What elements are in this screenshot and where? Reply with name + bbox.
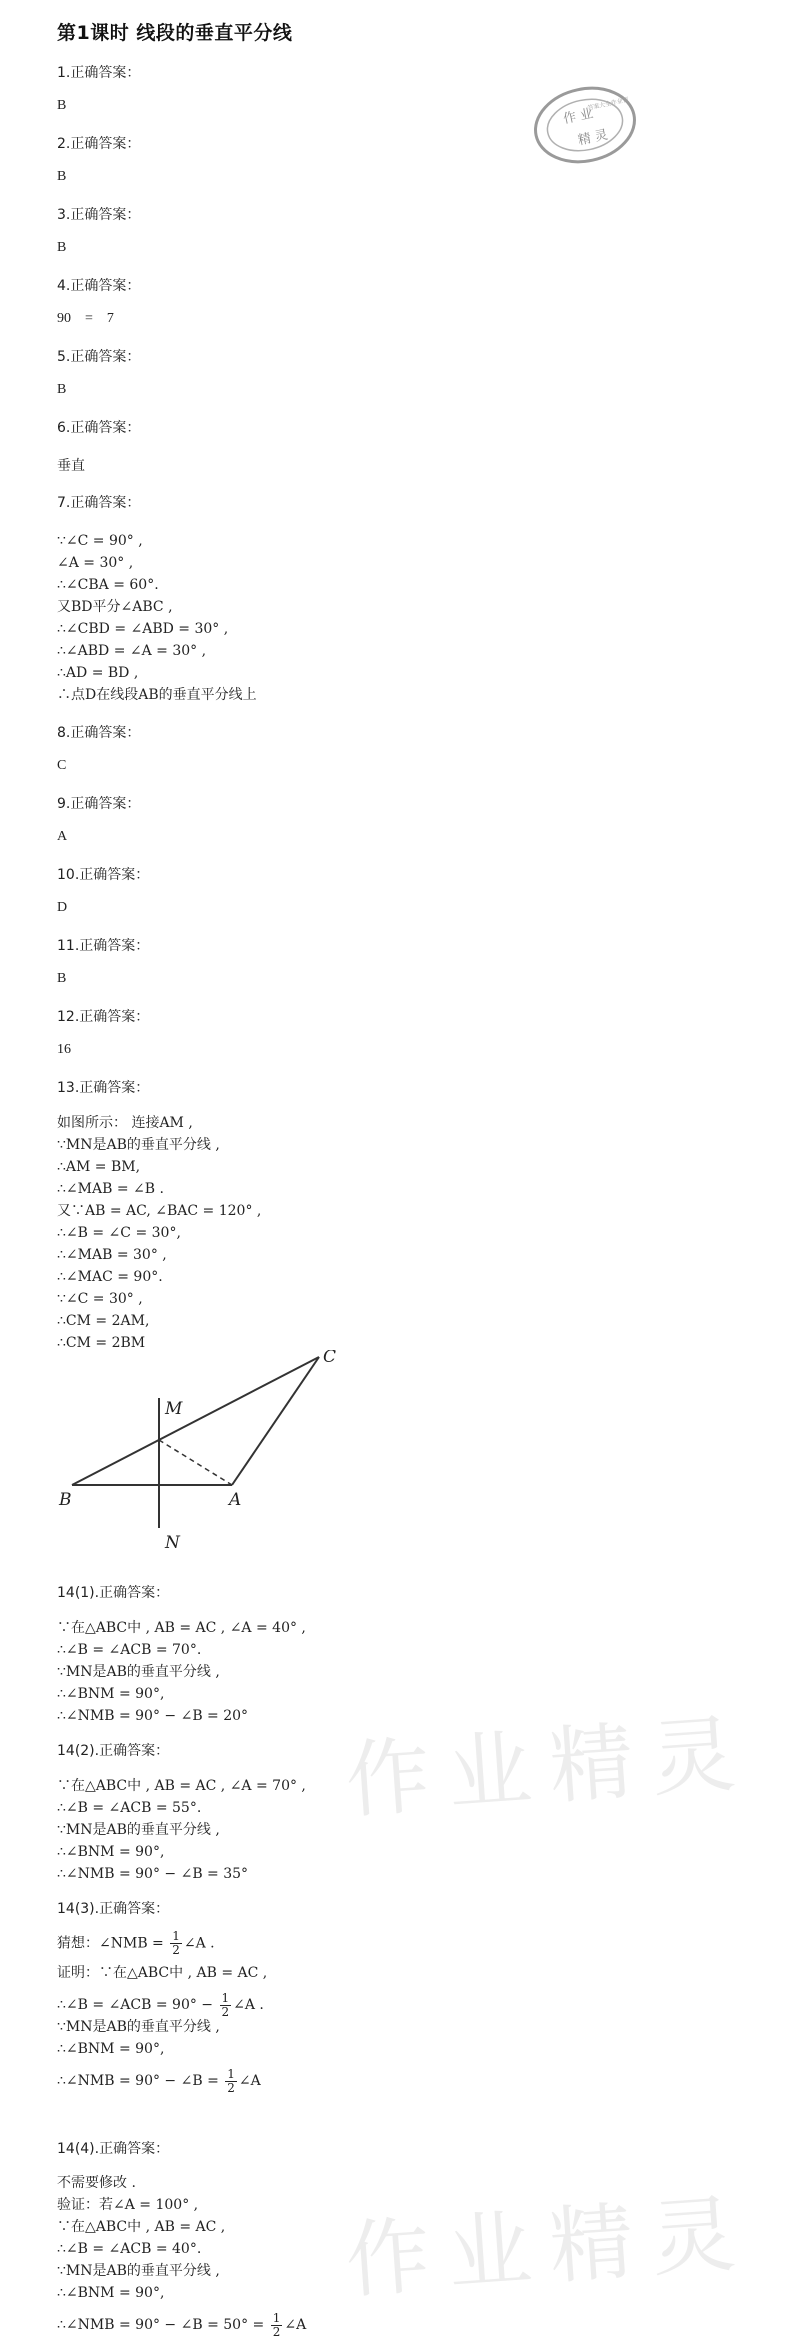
q14-4-last-suffix: ∠A xyxy=(284,2317,307,2333)
q7-line: ∴点D在线段AB的垂直平分线上 xyxy=(57,687,257,703)
fraction-denominator: 2 xyxy=(172,1943,180,1957)
q10-label: 10.正确答案： xyxy=(57,867,150,883)
q2-answer: B xyxy=(57,169,67,184)
q14-4-last-line xyxy=(57,2304,307,2339)
q14-3-proof: 证明：∵在△ABC中 , AB = AC , xyxy=(57,1965,268,1981)
q13-line: 又∵AB = AC, ∠BAC = 120° , xyxy=(57,1203,262,1219)
q14-3-line4: ∵MN是AB的垂直平分线 , xyxy=(57,2019,220,2035)
label-a: A xyxy=(229,1490,242,1510)
q14-3-guess-fraction xyxy=(170,1930,182,1957)
therefore-symbol: ∴ xyxy=(57,2317,66,2333)
watermark-seal-icon xyxy=(525,75,645,175)
q14-4-line: ∵MN是AB的垂直平分线 , xyxy=(57,2263,220,2279)
q14-1-line: ∴∠BNM = 90°, xyxy=(57,1686,165,1702)
q13-line: ∴CM = 2AM, xyxy=(57,1313,150,1329)
q1-label: 1.正确答案： xyxy=(57,65,141,81)
watermark-text-1: 作业精灵 xyxy=(342,1703,757,1831)
q14-4-solution xyxy=(57,2172,307,2339)
fraction-numerator: 1 xyxy=(221,1990,230,2005)
fraction-denominator: 2 xyxy=(227,2080,235,2095)
q14-3-guess xyxy=(57,1930,267,1962)
q14-3-guess-suffix: ∠A . xyxy=(183,1935,215,1952)
q7-line: ∴∠ABD = ∠A = 30° , xyxy=(57,643,207,659)
q14-2-line: ∵在△ABC中 , AB = AC , ∠A = 70° , xyxy=(57,1778,306,1794)
q14-4-line: ∴∠BNM = 90°, xyxy=(57,2285,165,2301)
q5-label: 5.正确答案： xyxy=(57,349,141,365)
q13-solution xyxy=(57,1112,261,1354)
q14-4-label: 14(4).正确答案： xyxy=(57,2141,170,2157)
q7-line: ∠A = 30° , xyxy=(57,555,134,571)
seal-text-top: 作 业 xyxy=(561,106,595,128)
q14-3-line6-prefix: ∠NMB = 90° − ∠B = xyxy=(65,2073,224,2089)
q14-3-guess-prefix: 猜想：∠NMB = xyxy=(57,1935,169,1952)
fraction-numerator: 1 xyxy=(172,1929,180,1943)
q7-solution xyxy=(57,530,257,706)
q13-line: ∴AM = BM, xyxy=(57,1159,141,1175)
q14-1-solution xyxy=(57,1617,306,1727)
triangle-figure xyxy=(57,1350,347,1565)
q2-label: 2.正确答案： xyxy=(57,136,141,152)
q14-3-line5: ∴∠BNM = 90°, xyxy=(57,2041,165,2057)
q3-label: 3.正确答案： xyxy=(57,207,141,223)
q13-line: ∴∠MAC = 90°. xyxy=(57,1269,163,1285)
fraction-numerator: 1 xyxy=(227,2066,235,2081)
segment-ca xyxy=(232,1357,319,1485)
q7-line: ∴∠CBA = 60°. xyxy=(57,577,159,593)
q5-answer: B xyxy=(57,382,67,397)
q12-answer: 16 xyxy=(57,1042,71,1057)
q14-4-line: ∴∠B = ∠ACB = 40°. xyxy=(57,2241,202,2257)
segment-bc xyxy=(72,1357,319,1485)
q6-label: 6.正确答案： xyxy=(57,420,141,436)
q14-3-line6-suffix: ∠A xyxy=(238,2073,261,2089)
q13-line: ∴∠B = ∠C = 30°, xyxy=(57,1225,181,1241)
q13-line: ∴∠MAB = ∠B . xyxy=(57,1181,164,1197)
q14-4-line: 验证：若∠A = 100° , xyxy=(57,2197,199,2213)
segment-am-dashed xyxy=(159,1440,232,1485)
q11-label: 11.正确答案： xyxy=(57,938,150,954)
watermark-text-2: 作业精灵 xyxy=(342,2183,757,2311)
q7-line: ∵∠C = 90° , xyxy=(57,533,143,549)
q13-line: 如图所示： 连接AM , xyxy=(57,1115,193,1131)
q7-label: 7.正确答案： xyxy=(57,495,141,511)
q14-2-line: ∴∠BNM = 90°, xyxy=(57,1844,165,1860)
fraction-denominator: 2 xyxy=(272,2324,281,2339)
therefore-symbol: ∴ xyxy=(57,2073,66,2089)
q14-3-line6-fraction xyxy=(225,2068,237,2095)
q8-answer: C xyxy=(57,758,67,773)
q7-line: ∴AD = BD , xyxy=(57,665,139,681)
fraction-numerator: 1 xyxy=(272,2310,281,2325)
q14-4-last-fraction xyxy=(271,2312,283,2339)
q6-answer: 垂直 xyxy=(57,458,85,474)
q14-4-line: 不需要修改 . xyxy=(57,2175,136,2191)
page-title: 第1课时 线段的垂直平分线 xyxy=(57,22,293,44)
q14-2-solution xyxy=(57,1775,306,1885)
label-c: C xyxy=(323,1350,337,1367)
q14-1-line: ∵MN是AB的垂直平分线 , xyxy=(57,1664,220,1680)
q13-line: ∴∠MAB = 30° , xyxy=(57,1247,167,1263)
q9-label: 9.正确答案： xyxy=(57,796,141,812)
q14-3-line3 xyxy=(57,1984,267,2019)
q9-answer: A xyxy=(57,829,68,844)
q14-3-line3-suffix: ∠A . xyxy=(233,1997,264,2013)
q10-answer: D xyxy=(57,900,68,915)
label-m: M xyxy=(165,1399,183,1419)
q3-answer: B xyxy=(57,240,67,255)
q14-3-line3-prefix: ∠B = ∠ACB = 90° − xyxy=(65,1997,218,2013)
q14-1-line: ∴∠NMB = 90° − ∠B = 20° xyxy=(57,1708,249,1724)
q14-3-solution xyxy=(57,1929,268,2095)
label-n: N xyxy=(165,1533,180,1553)
fraction-denominator: 2 xyxy=(221,2004,230,2019)
q13-line: ∵MN是AB的垂直平分线 , xyxy=(57,1137,220,1153)
q14-1-line: ∴∠B = ∠ACB = 70°. xyxy=(57,1642,202,1658)
q11-answer: B xyxy=(57,971,67,986)
seal-ring-text: 答案大全作业帮 xyxy=(586,96,630,113)
q14-4-line: ∵在△ABC中 , AB = AC , xyxy=(57,2219,226,2235)
q7-line: 又BD平分∠ABC , xyxy=(57,599,173,615)
q14-3-line6 xyxy=(57,2060,267,2095)
q14-4-last-prefix: ∠NMB = 90° − ∠B = 50° = xyxy=(65,2317,269,2333)
q1-answer: B xyxy=(57,98,67,113)
q14-1-line: ∵在△ABC中 , AB = AC , ∠A = 40° , xyxy=(57,1620,306,1636)
q14-1-label: 14(1).正确答案： xyxy=(57,1585,170,1601)
q14-2-label: 14(2).正确答案： xyxy=(57,1743,170,1759)
seal-text-bottom: 精 灵 xyxy=(576,127,610,149)
q13-label: 13.正确答案： xyxy=(57,1080,150,1096)
q14-2-line: ∴∠NMB = 90° − ∠B = 35° xyxy=(57,1866,249,1882)
q4-label: 4.正确答案： xyxy=(57,278,141,294)
label-b: B xyxy=(59,1490,72,1510)
q13-line: ∴CM = 2BM xyxy=(57,1335,146,1351)
q14-2-line: ∵MN是AB的垂直平分线 , xyxy=(57,1822,220,1838)
q14-2-line: ∴∠B = ∠ACB = 55°. xyxy=(57,1800,202,1816)
q13-line: ∵∠C = 30° , xyxy=(57,1291,143,1307)
q4-answer: 90 = 7 xyxy=(57,311,114,326)
therefore-symbol: ∴ xyxy=(57,1997,66,2013)
q14-3-line3-fraction xyxy=(220,1992,232,2019)
q14-3-label: 14(3).正确答案： xyxy=(57,1901,170,1917)
q8-label: 8.正确答案： xyxy=(57,725,141,741)
q12-label: 12.正确答案： xyxy=(57,1009,150,1025)
q7-line: ∴∠CBD = ∠ABD = 30° , xyxy=(57,621,229,637)
